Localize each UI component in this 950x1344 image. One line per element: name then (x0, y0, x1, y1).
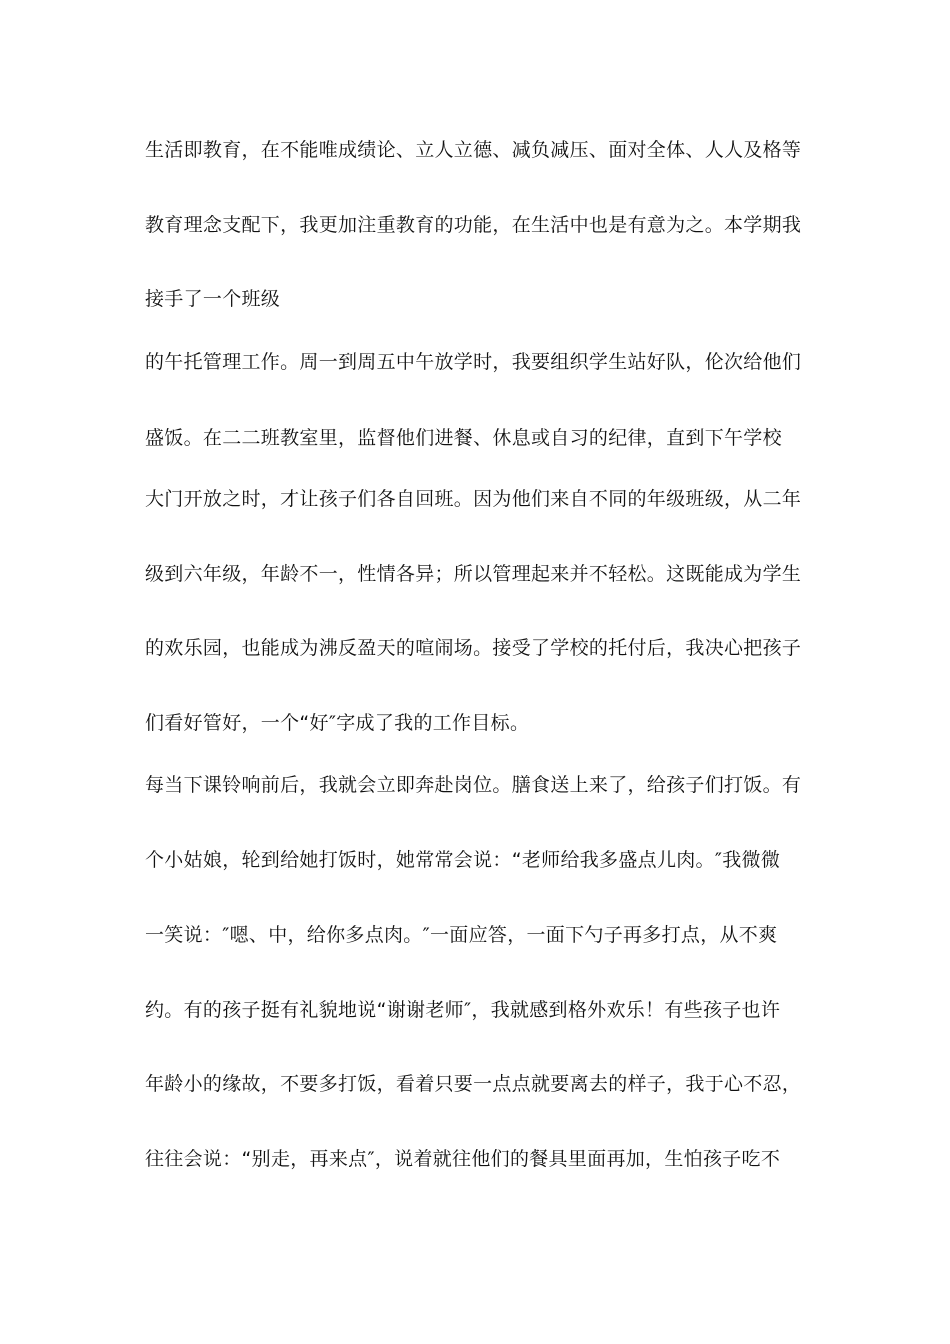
text-line: 一笑说：″嗯、中，给你多点肉。″一面应答，一面下勺子再多打点，从不爽 (145, 924, 778, 946)
text-line: 盛饭。在二二班教室里，监督他们进餐、休息或自习的纪律，直到下午学校 (145, 427, 782, 449)
text-line: 的午托管理工作。周一到周五中午放学时，我要组织学生站好队，伦次给他们 (145, 351, 802, 373)
text-line: 往往会说：“别走，再来点″，说着就往他们的餐具里面再加，生怕孩子吃不 (145, 1148, 781, 1170)
text-line: 们看好管好，一个“好″字成了我的工作目标。 (145, 712, 530, 734)
text-line: 教育理念支配下，我更加注重教育的功能，在生活中也是有意为之。本学期我 (145, 214, 802, 236)
text-line: 个小姑娘，轮到给她打饭时，她常常会说：“老师给我多盛点儿肉。″我微微 (145, 849, 781, 871)
text-line: 大门开放之时，才让孩子们各自回班。因为他们来自不同的年级班级，从二年 (145, 488, 802, 510)
text-line: 级到六年级，年龄不一，性情各异；所以管理起来并不轻松。这既能成为学生 (145, 563, 802, 585)
text-line: 年龄小的缘故，不要多打饭，看着只要一点点就要离去的样子，我于心不忍， (145, 1073, 802, 1095)
text-line: 生活即教育，在不能唯成绩论、立人立德、减负减压、面对全体、人人及格等 (145, 139, 802, 161)
text-line: 接手了一个班级 (145, 288, 281, 310)
text-line: 的欢乐园，也能成为沸反盈天的喧闹场。接受了学校的托付后，我决心把孩子 (145, 637, 802, 659)
text-line: 约。有的孩子挺有礼貌地说“谢谢老师″，我就感到格外欢乐！有些孩子也许 (145, 999, 781, 1021)
text-line: 每当下课铃响前后，我就会立即奔赴岗位。膳食送上来了，给孩子们打饭。有 (145, 774, 802, 796)
